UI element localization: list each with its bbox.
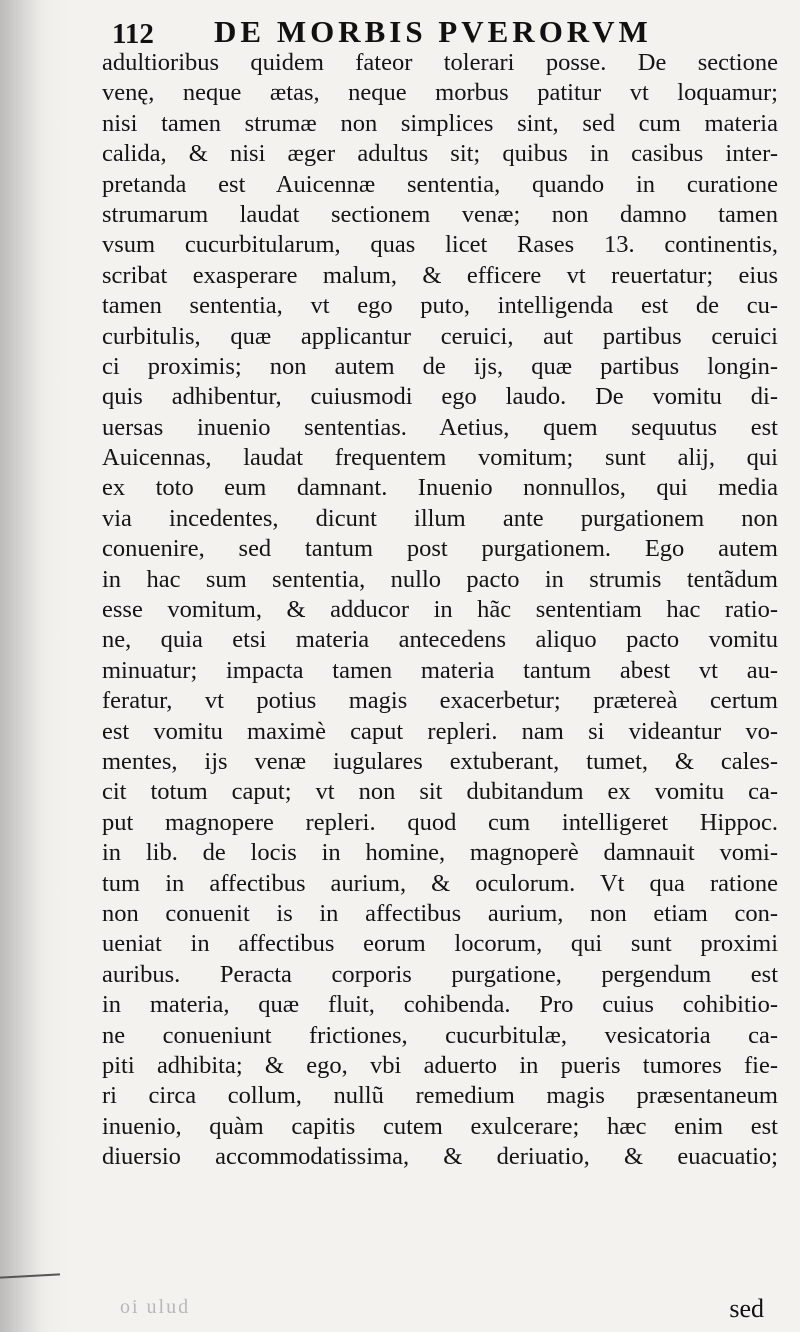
text-line: conuenire, sed tantum post purgationem. Ego autem [102,535,778,563]
text-line: cit totum caput; vt non sit dubitandum ex vomitu ca- [102,778,778,806]
text-line: in hac sum sententia, nullo pacto in strumis tentãdum [102,565,778,593]
text-line: uersas inuenio sententias. Aetius, quem sequutus est [102,413,778,441]
text-line: feratur, vt potius magis exacerbetur; prætereà certum [102,687,778,715]
text-line: tamen sententia, vt ego puto, intelligenda est de cu- [102,292,778,320]
text-line: ex toto eum damnant. Inuenio nonnullos, qui media [102,474,778,502]
text-line: pretanda est Auicennæ sententia, quando in curatione [102,170,778,198]
text-line: strumarum laudat sectionem venæ; non damno tamen [102,200,778,228]
text-line: auribus. Peracta corporis purgatione, pergendum est [102,960,778,988]
text-line: in lib. de locis in homine, magnoperè damnauit vomi- [102,839,778,867]
text-line: ne, quia etsi materia antecedens aliquo pacto vomitu [102,626,778,654]
text-line: est vomitu maximè caput repleri. nam si videantur vo- [102,717,778,745]
text-line: minuatur; impacta tamen materia tantum abest vt au- [102,656,778,684]
text-line: in materia, quæ fluit, cohibenda. Pro cuius cohibitio- [102,991,778,1019]
text-line: vsum cucurbitularum, quas licet Rases 13. continentis, [102,231,778,259]
body-text [102,48,778,1172]
text-line: inuenio, quàm capitis cutem exulcerare; hæc enim est [102,1112,778,1140]
text-line: ueniat in affectibus eorum locorum, qui sunt proximi [102,930,778,958]
footer-line [102,1296,778,1328]
text-line: venę, neque ætas, neque morbus patitur vt loquamur; [102,79,778,107]
text-line: put magnopere repleri. quod cum intelligeret Hippoc. [102,808,778,836]
text-line: scribat exasperare malum, & efficere vt reuertatur; eius [102,261,778,289]
text-line: adultioribus quidem fateor tolerari posse. De sectione [102,49,778,76]
text-line: tum in affectibus aurium, & oculorum. Vt qua ratione [102,869,778,897]
text-line: diuersio accommodatissima, & deriuatio, & euacuatio; [102,1143,778,1171]
text-line: calida, & nisi æger adultus sit; quibus in casibus inter- [102,140,778,168]
running-head [112,12,692,52]
text-line: ci proximis; non autem de ijs, quæ partibus longin- [102,352,778,380]
text-line: via incedentes, dicunt illum ante purgationem non [102,504,778,532]
page-number: 112 [112,18,154,50]
catchword: sed [729,1294,764,1323]
text-line: piti adhibita; & ego, vbi aduerto in pueris tumores fie- [102,1051,778,1079]
text-line: quis adhibentur, cuiusmodi ego laudo. De vomitu di- [102,383,778,411]
running-title: DE MORBIS PVERORVM [214,14,652,49]
text-line: Auicennas, laudat frequentem vomitum; sunt alij, qui [102,444,778,472]
text-line: curbitulis, quæ applicantur ceruici, aut partibus ceruici [102,322,778,350]
text-line: mentes, ijs venæ iugulares extuberant, tumet, & cales- [102,747,778,775]
text-line: non conuenit is in affectibus aurium, non etiam con- [102,899,778,927]
gutter-shadow [0,0,70,1332]
text-line: ri circa collum, nullũ remedium magis præsentaneum [102,1082,778,1110]
text-line: ne conueniunt frictiones, cucurbitulæ, vesicatoria ca- [102,1021,778,1049]
text-line: nisi tamen strumæ non simplices sint, sed cum materia [102,109,778,137]
page-edge-mark [0,1273,60,1278]
bleed-through-text: oi ulud [120,1296,191,1318]
text-line: esse vomitum, & adducor in hãc sententiam hac ratio- [102,596,778,624]
